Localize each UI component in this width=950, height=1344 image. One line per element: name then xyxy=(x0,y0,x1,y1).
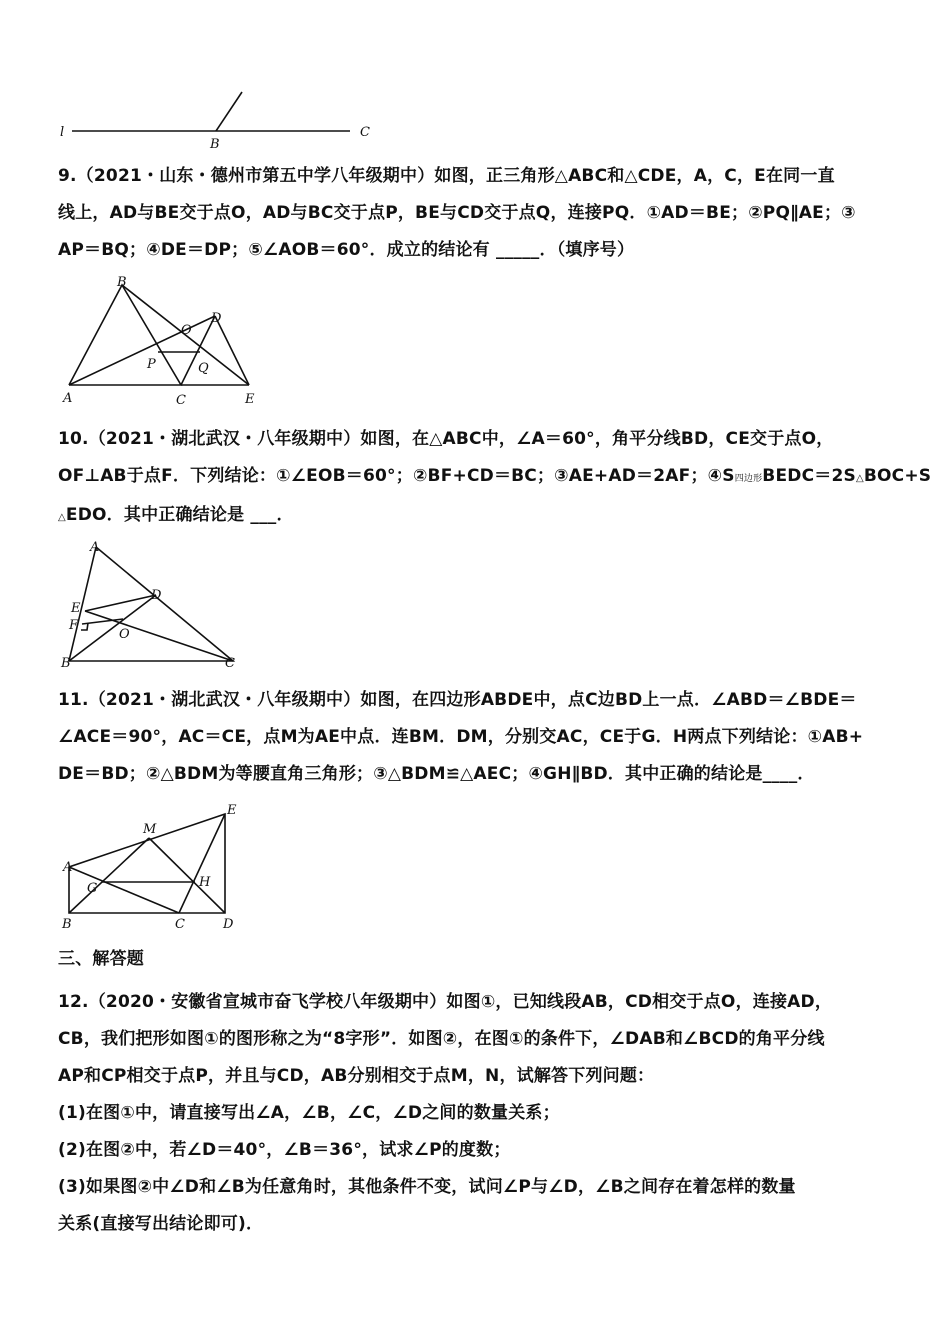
label-q: Q xyxy=(198,361,209,376)
q10-line-2a: OF⊥AB于点F．下列结论：①∠EOB＝60°；②BF+CD＝BC；③AE+AD＝2AF；④S xyxy=(58,466,735,486)
label-d: D xyxy=(223,917,234,932)
segment-ad xyxy=(69,316,215,385)
label-b: B xyxy=(210,137,220,152)
q9-line-1: 9.（2021・山东・德州市第五中学八年级期中）如图，正三角形△ABC和△CDE，A，C，E在同一直 xyxy=(58,166,835,186)
section-title: 三、解答题 xyxy=(58,949,144,969)
q10-line-2b: BEDC＝2S xyxy=(762,466,856,486)
q10-line-3 xyxy=(58,503,898,530)
label-e: E xyxy=(227,803,237,818)
q12-part-2: (2)在图②中，若∠D＝40°，∠B＝36°，试求∠P的度数； xyxy=(58,1140,511,1160)
triangle-abc xyxy=(69,285,181,385)
label-o: O xyxy=(181,323,192,338)
label-g: G xyxy=(87,881,98,896)
label-d: D xyxy=(151,588,162,603)
label-a: A xyxy=(63,860,73,875)
figure-q11 xyxy=(55,800,255,940)
q12-part-1: (1)在图①中，请直接写出∠A，∠B，∠C，∠D之间的数量关系； xyxy=(58,1103,560,1123)
q9-line-3: AP＝BQ；④DE＝DP；⑤∠AOB＝60°．成立的结论有 _____．（填序号） xyxy=(58,240,635,260)
segment-ac xyxy=(69,867,179,913)
label-c: C xyxy=(175,917,185,932)
segment-ce xyxy=(179,814,225,913)
label-c: C xyxy=(176,393,186,408)
label-m: M xyxy=(143,822,157,837)
label-c: C xyxy=(225,656,235,671)
q12-part-3b: 关系(直接写出结论即可)． xyxy=(58,1214,264,1234)
label-d: D xyxy=(211,311,222,326)
label-e: E xyxy=(71,601,81,616)
label-b: B xyxy=(61,656,71,671)
label-l: l xyxy=(60,125,65,140)
q12-line-2: CB，我们把形如图①的图形称之为“8字形”．如图②，在图①的条件下，∠DAB和∠BCD的角平分线 xyxy=(58,1029,825,1049)
q11-line-3: DE＝BD；②△BDM为等腰直角三角形；③△BDM≌△AEC；④GH∥BD．其中正确的结论是____． xyxy=(58,764,815,784)
label-c: C xyxy=(360,125,370,140)
label-a: A xyxy=(63,391,73,406)
q10-line-1: 10.（2021・湖北武汉・八年级期中）如图，在△ABC中，∠A＝60°，角平分线BD，CE交于点O， xyxy=(58,429,834,449)
triangle-abc xyxy=(69,547,233,661)
q10-sub-quadrilateral: 四边形 xyxy=(734,474,763,484)
label-f: F xyxy=(69,618,79,633)
segment-de xyxy=(215,316,249,385)
q10-line-2 xyxy=(58,464,932,491)
q10-sub-triangle-2: △ xyxy=(58,512,66,523)
q11-line-1: 11.（2021・湖北武汉・八年级期中）如图，在四边形ABDE中，点C边BD上一点．∠ABD＝∠BDE＝ xyxy=(58,690,857,710)
segment-dm xyxy=(149,838,225,913)
segment-bm xyxy=(69,838,149,913)
q10-line-3-text: EDO．其中正确结论是 ___． xyxy=(65,505,294,525)
q12-part-3a: (3)如果图②中∠D和∠B为任意角时，其他条件不变，试问∠P与∠D，∠B之间存在着怎样的数量 xyxy=(58,1177,796,1197)
q12-line-3: AP和CP相交于点P，并且与CD，AB分别相交于点M，N，试解答下列问题： xyxy=(58,1066,655,1086)
q12-line-1: 12.（2020・安徽省宣城市奋飞学校八年级期中）如图①，已知线段AB，CD相交于点O，连接AD， xyxy=(58,992,833,1012)
q10-sub-triangle: △ xyxy=(855,473,864,484)
q10-line-2c: BOC+S xyxy=(863,466,932,486)
segment-ce xyxy=(85,611,233,661)
label-b: B xyxy=(117,275,127,290)
label-o: O xyxy=(119,627,130,642)
label-b: B xyxy=(62,917,72,932)
ray-b xyxy=(216,92,242,131)
label-h: H xyxy=(199,875,211,890)
label-e: E xyxy=(245,392,255,407)
label-p: P xyxy=(147,357,156,372)
figure-q10 xyxy=(55,535,255,675)
figure-line-l xyxy=(50,88,390,154)
label-a: A xyxy=(90,540,100,555)
q11-line-2: ∠ACE＝90°，AC＝CE，点M为AE中点．连BM．DM，分别交AC，CE于G．H两点下列结论：①AB+ xyxy=(58,727,864,747)
q9-line-2: 线上，AD与BE交于点O，AD与BC交于点P，BE与CD交于点Q，连接PQ．①AD＝BE；②PQ∥AE；③ xyxy=(58,203,856,223)
figure-q9 xyxy=(55,272,275,412)
